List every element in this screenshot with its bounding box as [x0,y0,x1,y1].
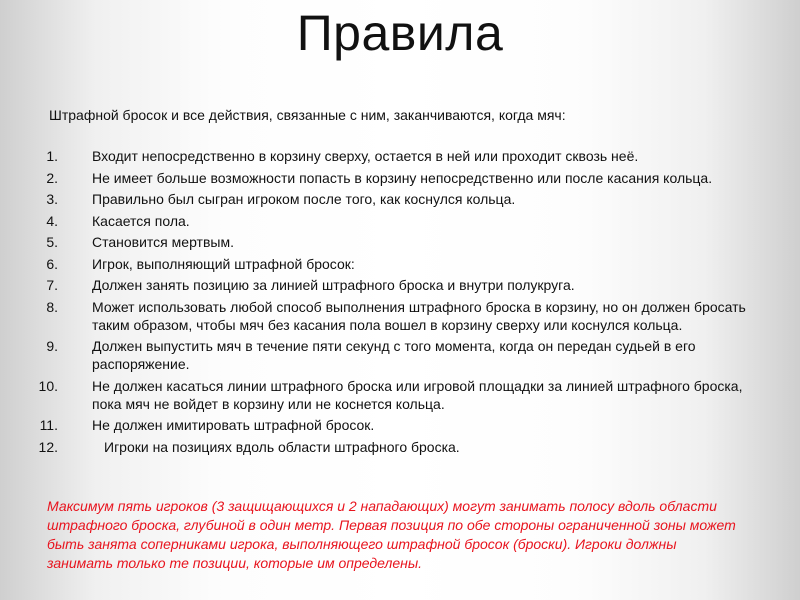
rule-item-11 [18,416,758,434]
rule-item-7 [18,276,758,294]
rule-text: Может использовать любой способ выполнения штрафного броска в корзину, но он должен бросать таким образом, чтобы мяч без касания пола вошел в корзину сверху или коснулся кольца. [92,298,746,333]
rule-number: 1. [46,148,58,164]
rule-number: 6. [46,255,58,272]
rule-text: Правильно был сыгран игроком после того, как коснулся кольца. [92,191,516,207]
rule-text: Игрок, выполняющий штрафной бросок: [92,255,355,272]
rule-item-3 [18,190,758,208]
rule-number: 3. [46,191,58,207]
rule-item-8 [18,298,758,334]
rule-text: Становится мертвым. [92,234,234,250]
slide-title: Правила [296,5,504,61]
rule-number: 9. [46,338,58,354]
rule-item-6 [18,255,758,273]
rule-text: Не должен касаться линии штрафного броска или игровой площадки за линией штрафного броска, пока мяч не войдет в корзину или не коснется кольца. [92,377,743,412]
rule-item-9 [18,337,758,373]
rule-number: 5. [46,234,58,250]
rule-number: 10. [38,377,58,394]
rule-text: Должен занять позицию за линией штрафного броска и внутри полукруга. [92,277,575,293]
rule-text: Игроки на позициях вдоль области штрафного броска. [104,438,460,455]
rule-text: Не имеет больше возможности попасть в корзину непосредственно или после касания кольца. [92,169,713,186]
rule-number: 4. [46,212,58,229]
rule-item-2 [18,169,758,187]
rule-item-12 [18,438,758,456]
rule-number: 11. [39,417,58,433]
rule-item-10 [18,377,758,413]
rule-item-4 [18,212,758,230]
rule-text: Должен выпустить мяч в течение пяти секунд с того момента, когда он передан судьей в его распоряжение. [92,338,696,372]
rule-item-1 [18,147,758,165]
rule-number: 8. [46,298,58,315]
rules-list [18,147,758,459]
intro-text: Штрафной бросок и все действия, связанные с ним, заканчиваются, когда мяч: [49,107,566,123]
note-text: Максимум пять игроков (3 защищающихся и 2 нападающих) могут занимать полосу вдоль области штрафного броска, глубиной в один метр. Первая позиция по обе стороны ограниченной зоны может быть занята соперниками игрока, выполняющего штрафной бросок (броски). Игроки должны занимать только те позиции, которые им определены. [47,498,736,571]
rule-text: Входит непосредственно в корзину сверху, остается в ней или проходит сквозь неё. [92,148,639,164]
rule-number: 7. [46,277,58,293]
rule-text: Не должен имитировать штрафной бросок. [92,417,375,433]
rule-text: Касается пола. [92,212,190,229]
rule-number: 12. [38,438,58,455]
rule-number: 2. [46,169,58,186]
rule-item-5 [18,233,758,251]
